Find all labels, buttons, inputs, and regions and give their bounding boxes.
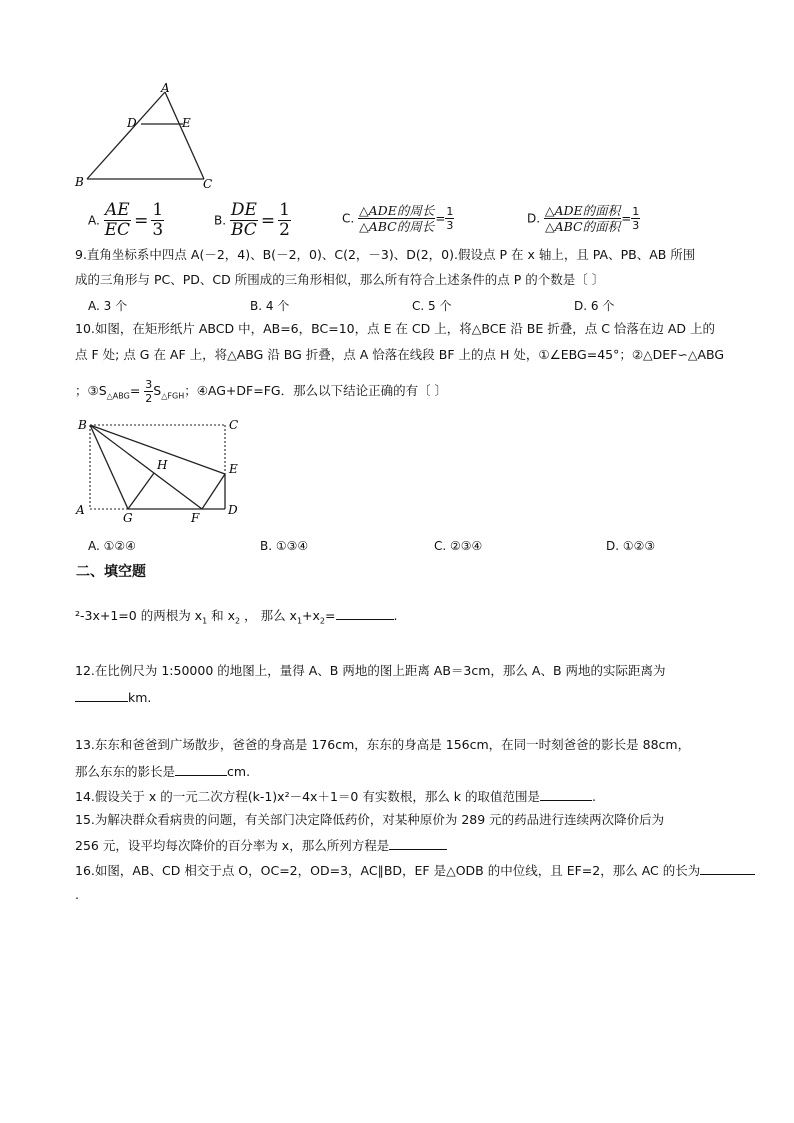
answer-blank[interactable] [175, 763, 227, 776]
label-f: F [191, 511, 200, 524]
q9-line-1: 9.直角坐标系中四点 A(－2，4)、B(－2，0)、C(2，－3)、D(2，0).假设点 P 在 x 轴上，且 PA、PB、AB 所围 [75, 247, 696, 262]
answer-blank[interactable] [75, 689, 128, 702]
q12-line-1: 12.在比例尺为 1:50000 的地图上，量得 A、B 两地的图上距离 AB＝3cm，那么 A、B 两地的实际距离为 [75, 663, 666, 678]
q9-option-c: C. 5 个 [412, 299, 452, 313]
label-e: E [182, 116, 191, 130]
q9-option-b: B. 4 个 [250, 299, 290, 313]
label-d: D [228, 503, 238, 517]
q10-option-a: A. ①②④ [88, 539, 136, 553]
q10-option-d: D. ①②③ [606, 539, 656, 553]
q15-line-1: 15.为解决群众看病贵的问题，有关部门决定降低药价，对某种原价为 289 元的药品进行连续两次降价后为 [75, 812, 665, 827]
q8-option-a: A. $\frac{AE}{EC}$ = $\frac{1}{3}$ [88, 200, 164, 240]
q9-line-2: 成的三角形与 PC、PD、CD 所围成的三角形相似，那么所有符合上述条件的点 P 的个数是〔 〕 [75, 272, 605, 287]
rectangle-folding-figure [70, 412, 250, 524]
answer-blank[interactable] [389, 837, 447, 850]
label-b: B [75, 175, 84, 189]
label-c: C [229, 418, 239, 432]
q10-line-3: ；$③S_{\triangle ABG}=$ $\frac{3}{2}$ $S_{\triangle FGH}$；④AG+DF=FG．那么以下结论正确的有〔 〕 [75, 378, 448, 405]
q12-line-2: km. [75, 689, 151, 706]
q14-line: 14.假设关于 x 的一元二次方程(k-1)x²－4x＋1＝0 有实数根，那么 k 的取值范围是 . [75, 789, 596, 804]
q8-option-b: B. $\frac{DE}{BC}$ = $\frac{1}{2}$ [214, 200, 290, 240]
q9-option-d: D. 6 个 [574, 299, 615, 313]
q16-line-2: . [75, 887, 79, 902]
answer-blank[interactable] [540, 788, 592, 801]
q11-line: ²-3x+1=0 的两根为 $x_1$ 和 $x_2$ ， 那么 $x_1+x_2=$ . [75, 608, 398, 626]
q10-option-c: C. ②③④ [434, 539, 483, 553]
q13-line-1: 13.东东和爸爸到广场散步，爸爸的身高是 176cm，东东的身高是 156cm，在同一时刻爸爸的影长是 88cm， [75, 737, 691, 752]
answer-blank[interactable] [336, 607, 394, 620]
label-c: C [203, 177, 213, 191]
q16-line-1: 16.如图，AB、CD 相交于点 O，OC=2，OD=3，AC∥BD，EF 是△ODB 的中位线，且 EF=2，那么 AC 的长为 [75, 862, 755, 879]
answer-blank[interactable] [700, 862, 755, 875]
triangle-figure [72, 80, 222, 192]
label-d: D [127, 116, 137, 130]
label-e: E [229, 462, 238, 476]
q15-line-2: 256 元，设平均每次降价的百分率为 x，那么所列方程是 [75, 837, 447, 854]
q10-line-1: 10.如图，在矩形纸片 ABCD 中，AB=6，BC=10，点 E 在 CD 上，将△BCE 沿 BE 折叠，点 C 恰落在边 AD 上的 [75, 321, 716, 336]
q9-option-a: A. 3 个 [88, 299, 128, 313]
q13-line-2: 那么东东的影长是 cm. [75, 764, 251, 779]
label-a: A [161, 81, 170, 95]
q10-option-b: B. ①③④ [260, 539, 309, 553]
label-a: A [76, 503, 85, 517]
section-heading: 二、填空题 [76, 564, 146, 580]
q10-line-2: 点 F 处; 点 G 在 AF 上，将△ABG 沿 BG 折叠，点 A 恰落在线段 BF 上的点 H 处，①∠EBG=45°；②△DEF∽△ABG [75, 347, 725, 362]
label-h: H [157, 458, 168, 472]
label-g: G [123, 511, 133, 524]
q8-option-c: C. $\frac{\text{△ADE的周长}}{\text{△ABC的周长}}$ = $\frac{1}{3}$ [342, 203, 454, 234]
q8-option-d: D. $\frac{\text{△ADE的面积}}{\text{△ABC的面积}}$ = $\frac{1}{3}$ [527, 203, 640, 234]
label-b: B [78, 418, 87, 432]
